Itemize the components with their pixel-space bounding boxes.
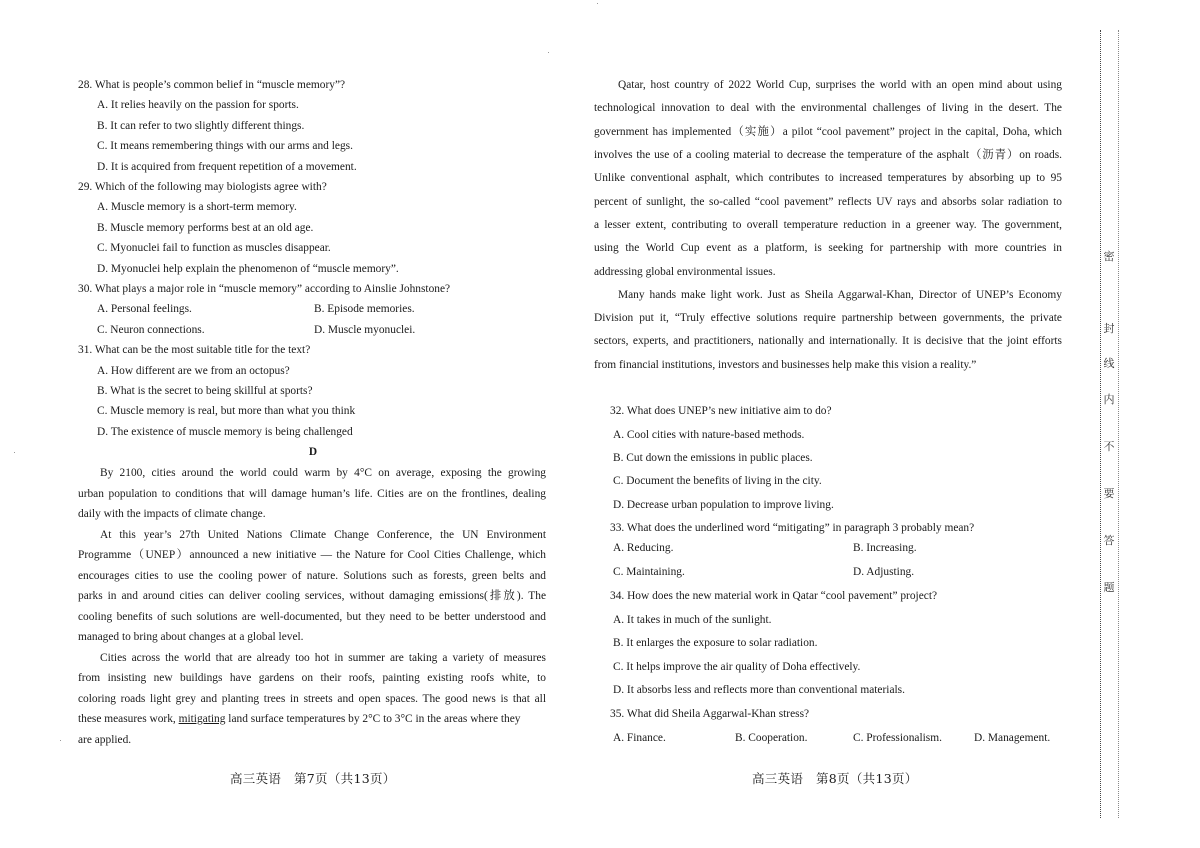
passage-line: technological innovation to deal with the environmental challenges of living in the desert. The [594, 102, 1062, 114]
question-31-stem: 31. What can be the most suitable title for the text? [78, 344, 311, 356]
passage-line: Qatar, host country of 2022 World Cup, surprises the world with an open mind about using [618, 79, 1062, 91]
passage-line: parks in and around cities can deliver cooling services, without damaging emissions(排放). The [78, 590, 546, 602]
q32-option-b: B. Cut down the emissions in public places. [613, 452, 813, 464]
q31-option-d: D. The existence of muscle memory is being challenged [97, 426, 353, 438]
binding-line [1100, 30, 1101, 818]
passage-line: At this year’s 27th United Nations Climate Change Conference, the UN Environment [100, 529, 546, 541]
passage-line: from insisting new buildings have gardens on their roofs, painting existing roofs white, to [78, 672, 546, 684]
q30-option-d: D. Muscle myonuclei. [314, 324, 416, 336]
q28-option-b: B. It can refer to two slightly different things. [97, 120, 305, 132]
q29-option-d: D. Myonuclei help explain the phenomenon of “muscle memory”. [97, 263, 399, 275]
question-30-stem: 30. What plays a major role in “muscle memory” according to Ainslie Johnstone? [78, 283, 451, 295]
passage-line: Programme（UNEP）announced a new initiative — the Nature for Cool Cities Challenge, which [78, 549, 546, 561]
q28-option-d: D. It is acquired from frequent repetition of a movement. [97, 161, 357, 173]
passage-line: sectors, experts, and practitioners, nationally and internationally. It is decisive that the joint efforts [594, 335, 1062, 347]
q31-option-c: C. Muscle memory is real, but more than what you think [97, 405, 356, 417]
question-35-stem: 35. What did Sheila Aggarwal-Khan stress? [610, 708, 810, 720]
question-33-stem: 33. What does the underlined word “mitigating” in paragraph 3 probably mean? [610, 522, 975, 534]
q32-option-c: C. Document the benefits of living in the city. [613, 475, 822, 487]
q35-option-a: A. Finance. [613, 732, 666, 744]
q33-option-b: B. Increasing. [853, 542, 917, 554]
question-32-stem: 32. What does UNEP’s new initiative aim to do? [610, 405, 832, 417]
q31-option-b: B. What is the secret to being skillful at sports? [97, 385, 313, 397]
passage-line: Many hands make light work. Just as Sheila Aggarwal-Khan, Director of UNEP’s Economy [618, 289, 1062, 301]
q29-option-b: B. Muscle memory performs best at an old age. [97, 222, 314, 234]
passage-text: these measures work, [78, 713, 176, 725]
passage-line: using the World Cup event as a platform, is seeking for partnership with more countries in [594, 242, 1062, 254]
q30-option-c: C. Neuron connections. [97, 324, 205, 336]
question-29-stem: 29. Which of the following may biologists agree with? [78, 181, 327, 193]
passage-line: Cities across the world that are already too hot in summer are taking a variety of measures [100, 652, 546, 664]
passage-line: Unlike conventional asphalt, which contributes to increased temperatures by absorbing up to 95 [594, 172, 1062, 184]
q32-option-d: D. Decrease urban population to improve living. [613, 499, 834, 511]
passage-line: coloring roads light grey and planting trees in streets and open spaces. The good news is that all [78, 693, 546, 705]
scan-speck [14, 452, 15, 453]
q35-option-d: D. Management. [974, 732, 1051, 744]
passage-line: percent of sunlight, the so-called “cool pavement” reflects UV rays and absorbs solar radiation to [594, 196, 1062, 208]
q30-option-a: A. Personal feelings. [97, 303, 192, 315]
passage-line: cooling benefits of such solutions are well-documented, but they need to be better understood and [78, 611, 546, 623]
page-footer-right: 高三英语 第8页（共13页） [752, 771, 918, 786]
underlined-word-mitigating: mitigating [178, 713, 226, 725]
binding-line-inner [1118, 30, 1119, 818]
q30-option-b: B. Episode memories. [314, 303, 415, 315]
q34-option-c: C. It helps improve the air quality of Doha effectively. [613, 661, 861, 673]
passage-line [78, 713, 521, 726]
section-heading-d: D [308, 446, 318, 458]
seal-char: 线 [1101, 357, 1117, 371]
q28-option-a: A. It relies heavily on the passion for sports. [97, 99, 299, 111]
passage-line: addressing global environmental issues. [594, 266, 776, 278]
scan-speck [597, 3, 598, 4]
seal-char: 答 [1101, 534, 1117, 548]
q33-option-d: D. Adjusting. [853, 566, 915, 578]
scan-speck [60, 740, 61, 741]
passage-line: By 2100, cities around the world could warm by 4°C on average, exposing the growing [100, 467, 546, 479]
passage-line: encourages cities to use the cooling power of nature. Solutions such as forests, green belts and [78, 570, 546, 582]
passage-line: urban population to conditions that will damage human’s life. Cities are on the frontlines, dealing [78, 488, 546, 500]
seal-char: 题 [1101, 581, 1117, 595]
q33-option-a: A. Reducing. [613, 542, 674, 554]
q34-option-a: A. It takes in much of the sunlight. [613, 614, 772, 626]
q34-option-b: B. It enlarges the exposure to solar radiation. [613, 637, 818, 649]
q35-option-b: B. Cooperation. [735, 732, 808, 744]
passage-line: daily with the impacts of climate change. [78, 508, 266, 520]
question-28-stem: 28. What is people’s common belief in “muscle memory”? [78, 79, 346, 91]
q33-option-c: C. Maintaining. [613, 566, 685, 578]
seal-char: 要 [1101, 487, 1117, 501]
scan-speck [548, 52, 549, 53]
q28-option-c: C. It means remembering things with our arms and legs. [97, 140, 353, 152]
question-34-stem: 34. How does the new material work in Qatar “cool pavement” project? [610, 590, 938, 602]
passage-line: involves the use of a cooling material to decrease the temperature of the asphalt（沥青）on roads. [594, 149, 1062, 161]
passage-line: government has implemented（实施）a pilot “cool pavement” project in the capital, Doha, which [594, 126, 1062, 138]
seal-char: 不 [1101, 440, 1117, 454]
q35-option-c: C. Professionalism. [853, 732, 942, 744]
passage-line: managed to bring about changes at a global level. [78, 631, 304, 643]
passage-line: a lesser extent, contributing to overall temperature reduction in a greener way. The government, [594, 219, 1062, 231]
seal-char: 内 [1101, 393, 1117, 407]
seal-char: 密 [1101, 250, 1117, 264]
page-footer-left: 高三英语 第7页（共13页） [230, 771, 396, 786]
q32-option-a: A. Cool cities with nature-based methods. [613, 429, 805, 441]
q31-option-a: A. How different are we from an octopus? [97, 365, 290, 377]
passage-text: land surface temperatures by 2°C to 3°C in the areas where they [228, 713, 521, 725]
passage-line: are applied. [78, 734, 132, 746]
passage-line: Division put it, “Truly effective solutions require partnership between governments, the private [594, 312, 1062, 324]
passage-line: from financial institutions, investors and businesses help make this vision a reality.” [594, 359, 977, 371]
q34-option-d: D. It absorbs less and reflects more than conventional materials. [613, 684, 905, 696]
q29-option-c: C. Myonuclei fail to function as muscles disappear. [97, 242, 331, 254]
seal-char: 封 [1101, 322, 1117, 336]
q29-option-a: A. Muscle memory is a short-term memory. [97, 201, 297, 213]
